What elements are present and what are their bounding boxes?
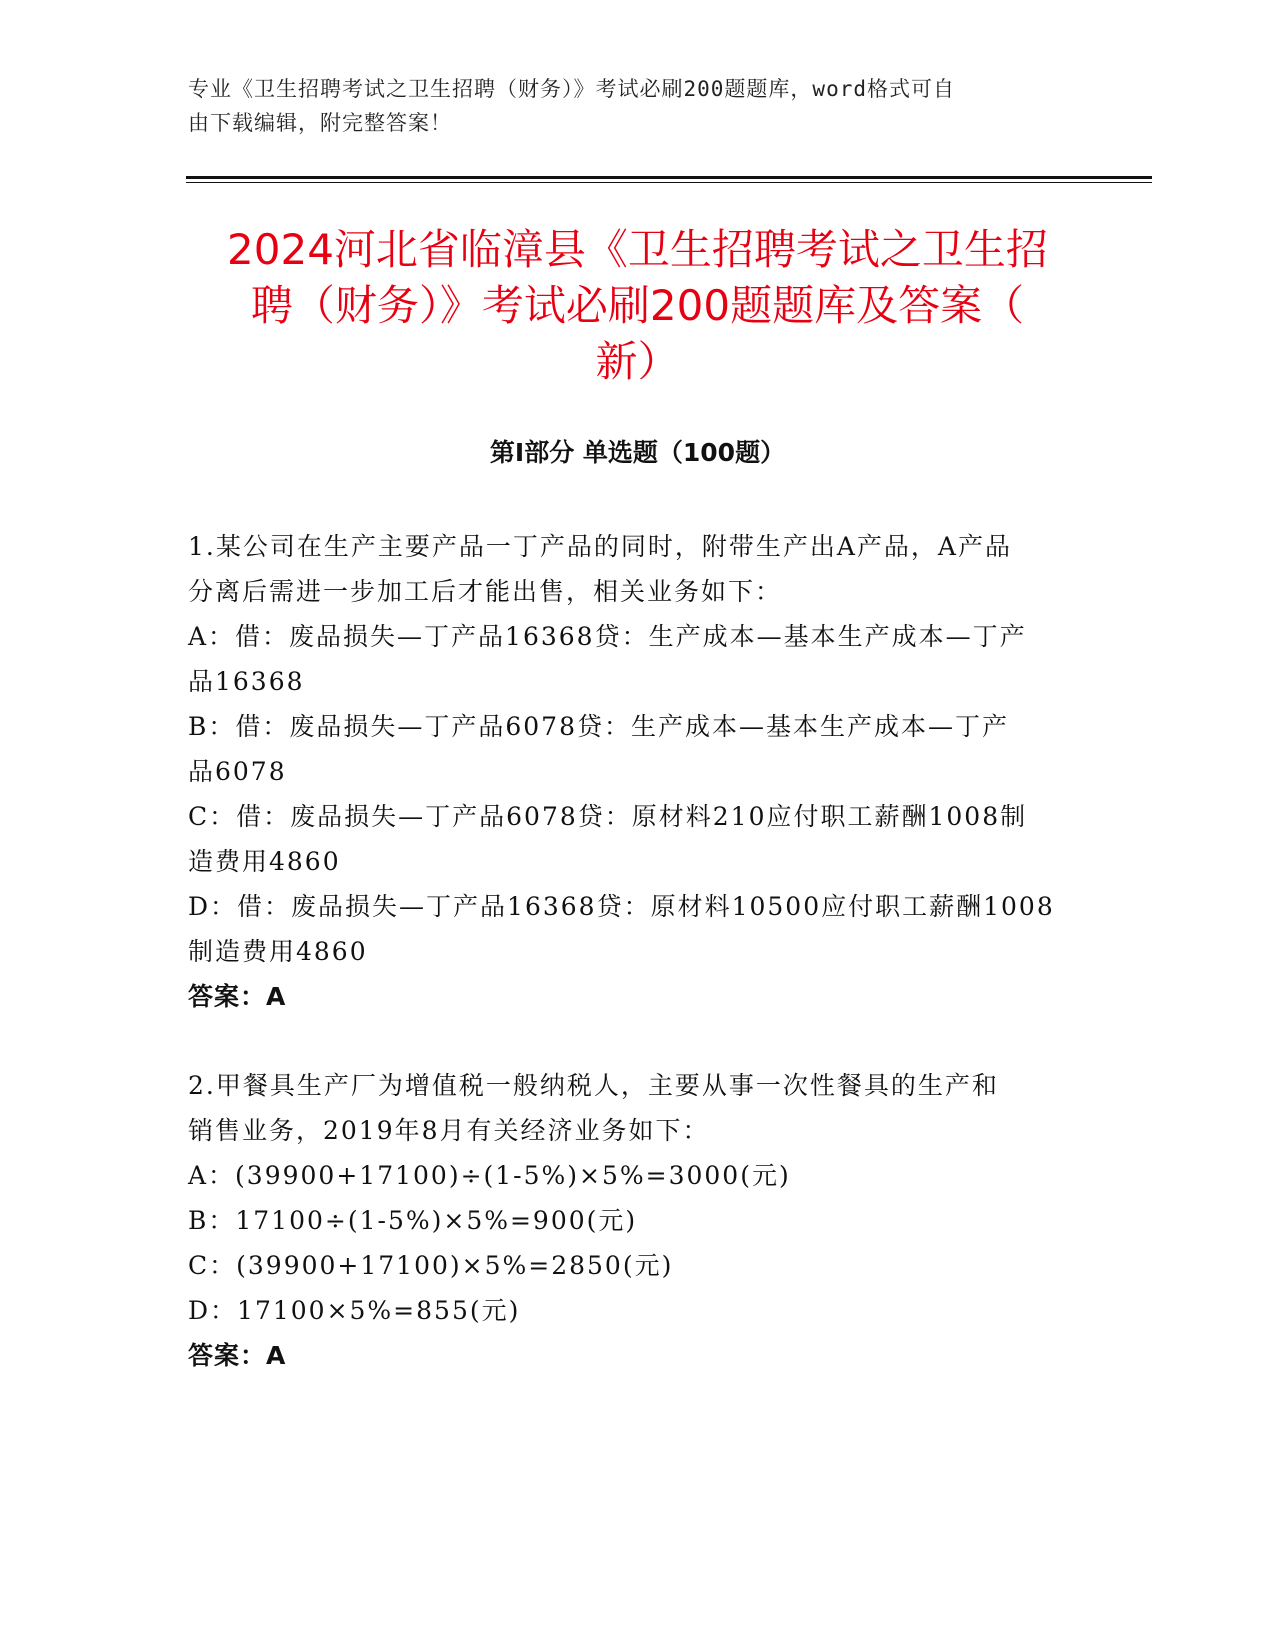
- option-d: D：17100×5%=855(元): [188, 1296, 521, 1325]
- option-a: A：借：废品损失—丁产品16368贷：生产成本—基本生产成本—丁产: [188, 622, 1027, 651]
- title-line: 聘（财务）》考试必刷200题题库及答案（: [250, 281, 1025, 330]
- title-line: 2024河北省临漳县《卫生招聘考试之卫生招: [227, 225, 1048, 274]
- question-stem: 1.某公司在生产主要产品一丁产品的同时，附带生产出A产品，A产品: [188, 532, 1012, 561]
- option-b: B：17100÷(1-5%)×5%=900(元): [188, 1206, 638, 1235]
- header-divider-thick: [186, 176, 1152, 179]
- option-c: C：借：废品损失—丁产品6078贷：原材料210应付职工薪酬1008制: [188, 802, 1028, 831]
- option-a: 品16368: [188, 667, 305, 696]
- title-line: 新）: [595, 337, 680, 386]
- option-d: 制造费用4860: [188, 937, 368, 966]
- answer: 答案：A: [188, 1341, 287, 1370]
- questions-list: [188, 524, 1078, 1378]
- option-b: 品6078: [188, 757, 287, 786]
- question-stem: 2.甲餐具生产厂为增值税一般纳税人，主要从事一次性餐具的生产和: [188, 1071, 999, 1100]
- option-c: 造费用4860: [188, 847, 341, 876]
- section-heading: 第I部分 单选题（100题）: [489, 438, 786, 467]
- header-note-line: 由下载编辑，附完整答案！: [188, 111, 452, 135]
- option-c: C：(39900+17100)×5%=2850(元): [188, 1251, 674, 1280]
- header-note-line: 专业《卫生招聘考试之卫生招聘（财务）》考试必刷200题题库，word格式可自: [188, 77, 955, 101]
- question-1: [188, 524, 1078, 1019]
- option-b: B：借：废品损失—丁产品6078贷：生产成本—基本生产成本—丁产: [188, 712, 1009, 741]
- option-d: D：借：废品损失—丁产品16368贷：原材料10500应付职工薪酬1008: [188, 892, 1055, 921]
- header-divider-thin: [186, 182, 1152, 183]
- option-a: A：(39900+17100)÷(1-5%)×5%=3000(元): [188, 1161, 791, 1190]
- header-note: [188, 72, 1068, 140]
- question-2: [188, 1063, 1078, 1378]
- document-title: [150, 222, 1125, 390]
- question-stem: 分离后需进一步加工后才能出售，相关业务如下：: [188, 577, 783, 606]
- question-stem: 销售业务，2019年8月有关经济业务如下：: [188, 1116, 710, 1145]
- question-spacer: [188, 1019, 1078, 1063]
- answer: 答案：A: [188, 982, 287, 1011]
